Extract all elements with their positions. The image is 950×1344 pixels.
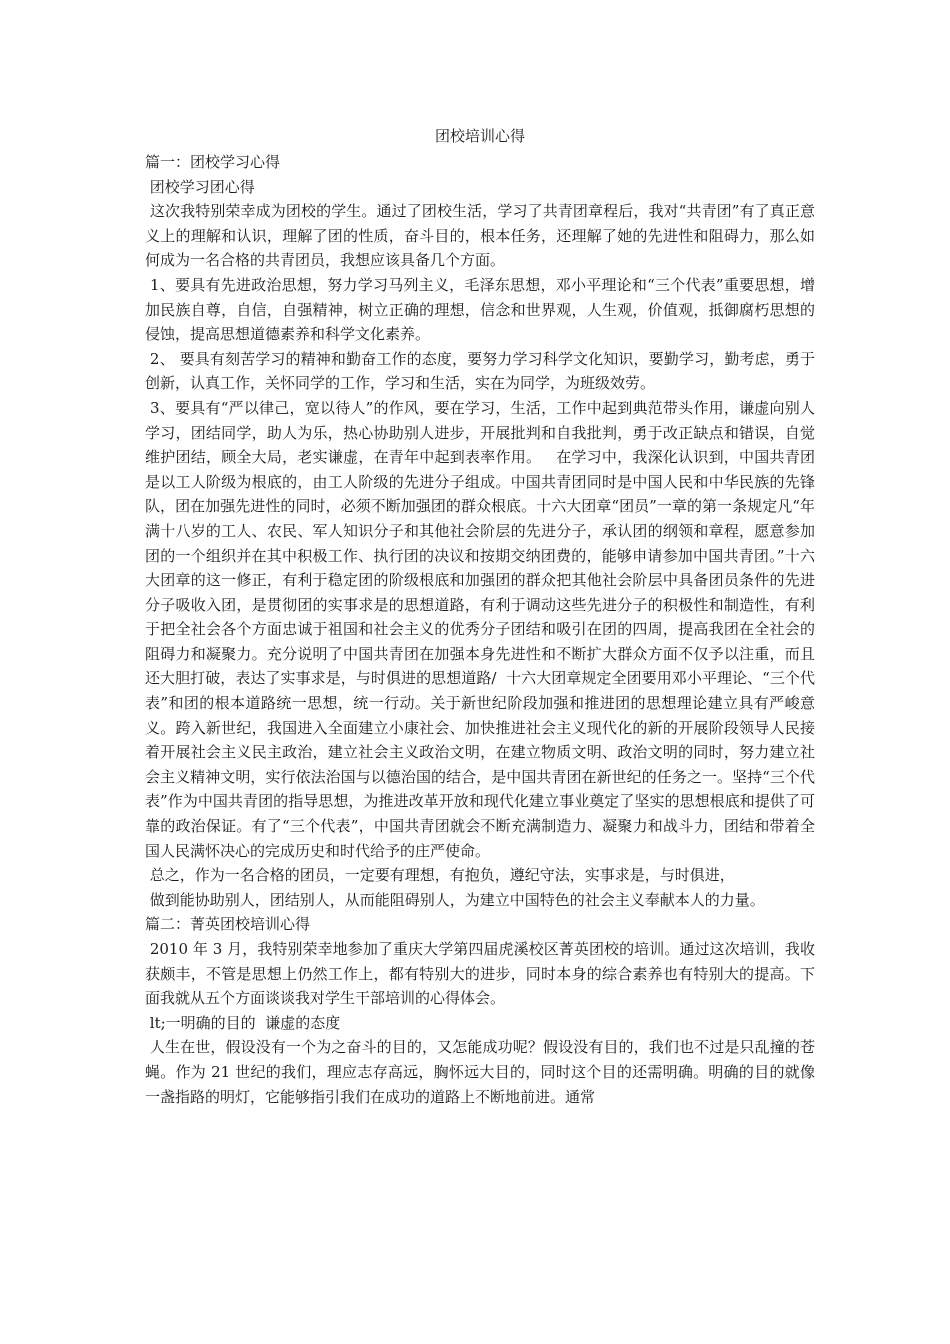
document-title: 团校培训心得	[434, 127, 525, 145]
paragraph: 2010 年 3 月，我特别荣幸地参加了重庆大学第四届虎溪校区菁英团校的培训。通过这次培训，我收获颇丰，不管是思想上仍然工作上，都有特别大的进步，同时本身的综合素养也有特别大的提高。下面我就从五个方面谈谈我对学生干部培训的心得体会。	[145, 940, 815, 1008]
paragraph: 人生在世，假设没有一个为之奋斗的目的，又怎能成功呢？假设没有目的，我们也不过是只乱撞的苍蝇。作为 21 世纪的我们，理应志存高远，胸怀远大目的，同时这个目的还需明确。明确的目的就像一盏指路的明灯，它能够指引我们在成功的道路上不断地前进。通常	[145, 1038, 815, 1106]
section-heading-1: 篇一：团校学习心得	[145, 153, 281, 171]
paragraph: 做到能协助别人，团结别人，从而能阻碍别人，为建立中国特色的社会主义奉献本人的力量。	[145, 890, 765, 909]
paragraph: 这次我特别荣幸成为团校的学生。通过了团校生活，学习了共青团章程后，我对“共青团”有了真正意义上的理解和认识，理解了团的性质，奋斗目的，根本任务，还理解了她的先进性和阻碍力，那么如何成为一名合格的共青团员，我想应该具备几个方面。	[145, 202, 815, 270]
subheading: 团校学习团心得	[145, 177, 255, 196]
paragraph: 总之，作为一名合格的团员，一定要有理想，有抱负，遵纪守法，实事求是，与时俱进，	[145, 866, 735, 885]
section-heading-2: 篇二：菁英团校培训心得	[145, 915, 311, 934]
paragraph: 2、 要具有刻苦学习的精神和勤奋工作的态度，要努力学习科学文化知识，要勤学习，勤考虑，勇于创新，认真工作，关怀同学的工作，学习和生活，实在为同学，为班级效劳。	[145, 349, 815, 393]
paragraph: 1、要具有先进政治思想，努力学习马列主义，毛泽东思想，邓小平理论和“三个代表”重要思想，增加民族自尊，自信，自强精神，树立正确的理想，信念和世界观，人生观，价值观，抵御腐朽思想的侵蚀，提高思想道德素养和科学文化素养。	[145, 275, 815, 344]
subheading: lt;一明确的目的 谦虚的态度	[145, 1013, 341, 1032]
document-body	[145, 150, 815, 1109]
paragraph: 3、要具有“严以律己，宽以待人”的作风，要在学习，生活，工作中起到典范带头作用，谦虚向别人学习，团结同学，助人为乐，热心协助别人进步，开展批判和自我批判，勇于改正缺点和错误，自觉维护团结，顾全大局，老实谦虚，在青年中起到表率作用。 在学习中，我深化认识到，中国共青团是以工人阶级为根底的，由工人阶级的先进分子组成。中国共青团同时是中国人民和中华民族的先锋队，团在加强先进性的同时，必须不断加强团的群众根底。十六大团章“团员”一章的第一条规定凡“年满十八岁的工人、农民、军人知识分子和其他社会阶层的先进分子，承认团的纲领和章程，愿意参加团的一个组织并在其中积极工作、执行团的决议和按期交纳团费的，能够申请参加中国共青团。”十六大团章的这一修正，有利于稳定团的阶级根底和加强团的群众把其他社会阶层中具备团员条件的先进分子吸收入团，是贯彻团的实事求是的思想道路，有利于调动这些先进分子的积极性和制造性，有利于把全社会各个方面忠诚于祖国和社会主义的优秀分子团结和吸引在团的四周，提高我团在全社会的阻碍力和凝聚力。充分说明了中国共青团在加强本身先进性和不断扩大群众方面不仅予以注重，而且还大胆打破，表达了实事求是，与时俱进的思想道路/ 十六大团章规定全团要用邓小平理论、“三个代表”和团的根本道路统一思想，统一行动。关于新世纪阶段加强和推进团的思想理论建立具有严峻意义。跨入新世纪，我国进入全面建立小康社会、加快推进社会主义现代化的新的开展阶段领导人民接着开展社会主义民主政治，建立社会主义政治文明，在建立物质文明、政治文明的同时，努力建立社会主义精神文明，实行依法治国与以德治国的结合，是中国共青团在新世纪的任务之一。坚持“三个代表”作为中国共青团的指导思想，为推进改革开放和现代化建立事业奠定了坚实的思想根底和提供了可靠的政治保证。有了“三个代表”，中国共青团就会不断充满制造力、凝聚力和战斗力，团结和带着全国人民满怀决心的完成历史和时代给予的庄严使命。	[145, 398, 815, 860]
